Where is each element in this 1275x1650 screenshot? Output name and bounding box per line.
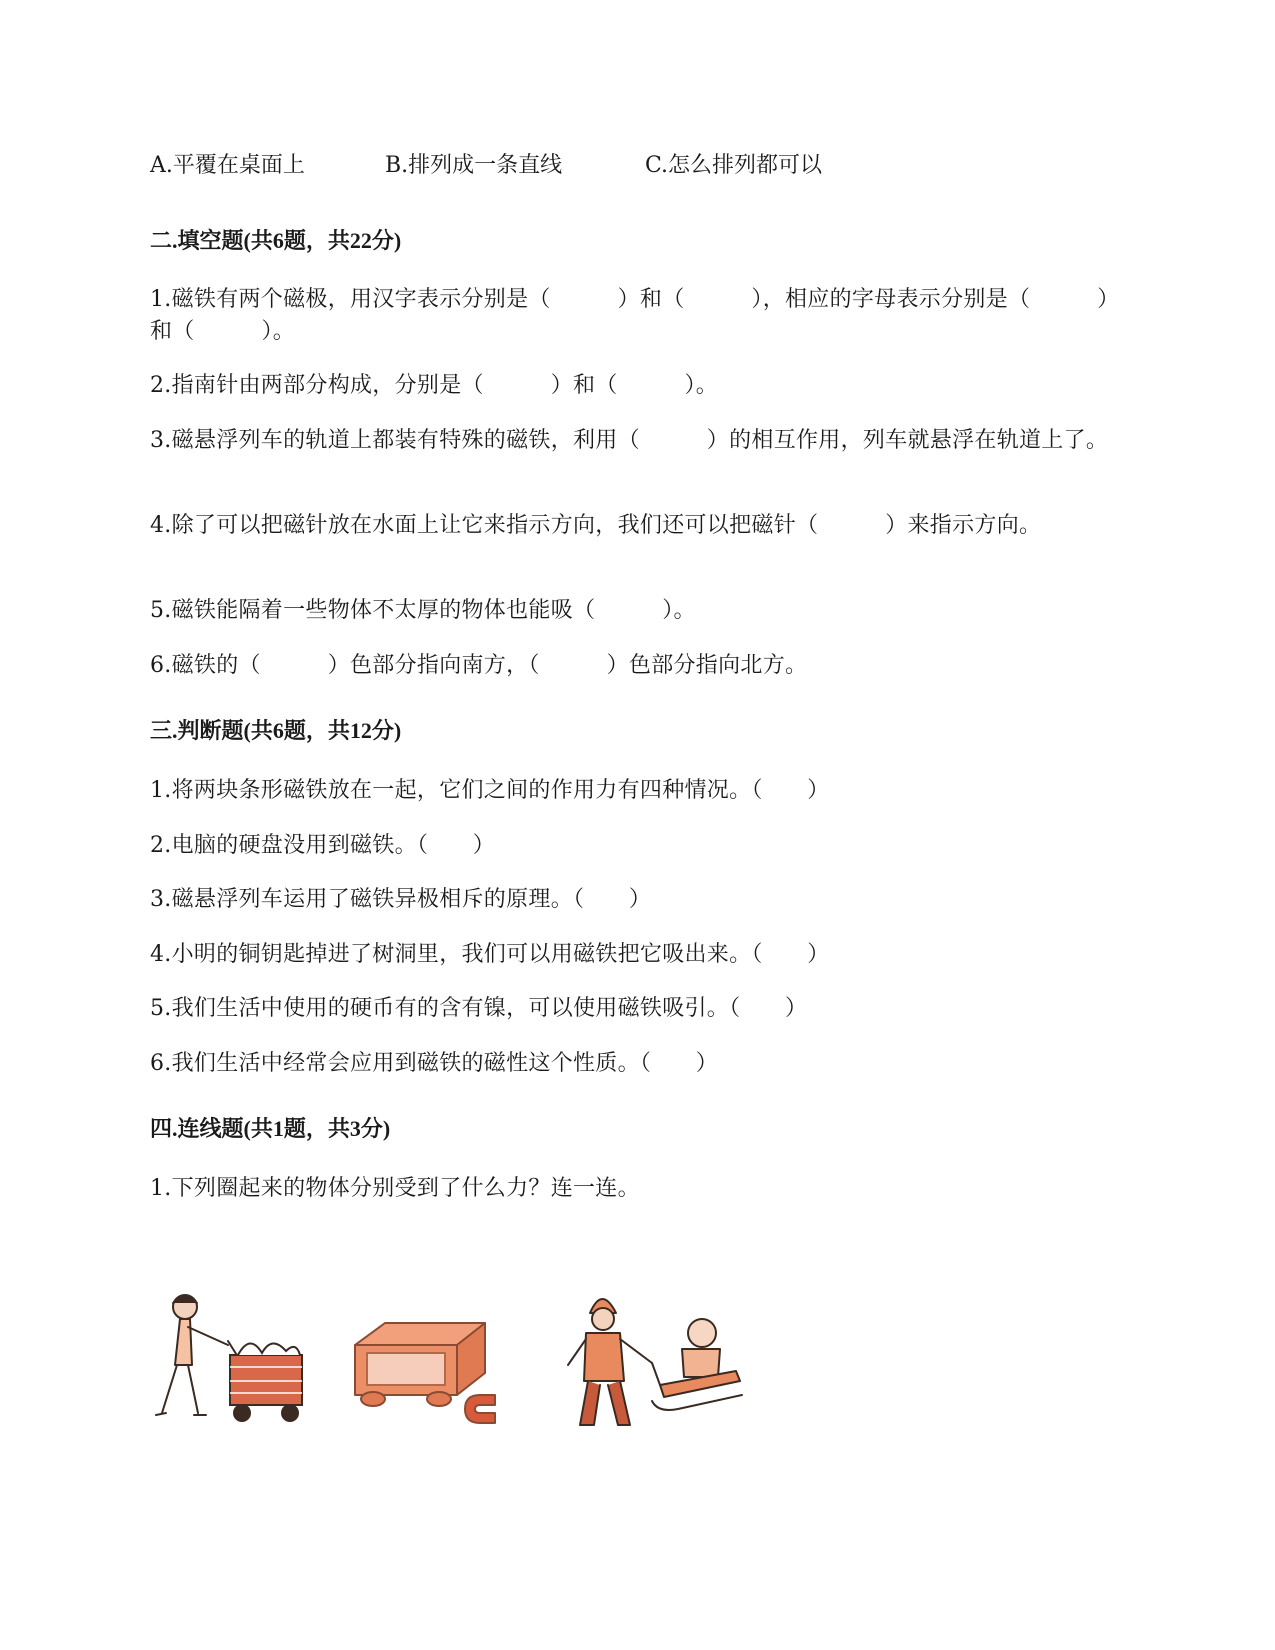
option-b[interactable]: B.排列成一条直线 [385,153,563,178]
question-item: 6.我们生活中经常会应用到磁铁的磁性这个性质。（ ） [150,1051,719,1076]
question-item: 2.指南针由两部分构成，分别是（ ）和（ ）。 [150,373,719,398]
question-item: 1.将两块条形磁铁放在一起，它们之间的作用力有四种情况。（ ） [150,778,830,803]
question-item: 1.磁铁有两个磁极，用汉字表示分别是（ ）和（ ），相应的字母表示分别是（ ）和（ ）。 [150,287,1120,344]
question-item: 3.磁悬浮列车的轨道上都装有特殊的磁铁，利用（ ）的相互作用，列车就悬浮在轨道上了。 [150,428,1109,453]
question-item: 4.小明的铜钥匙掉进了树洞里，我们可以用磁铁把它吸出来。（ ） [150,942,830,967]
question-item: 3.磁悬浮列车运用了磁铁异极相斥的原理。（ ） [150,887,652,912]
magnet-attracting-toy-cart-illustration [345,1285,520,1450]
question-item: 5.我们生活中使用的硬币有的含有镍，可以使用磁铁吸引。（ ） [150,996,808,1021]
option-c[interactable]: C.怎么排列都可以 [645,153,823,178]
section-heading-fill-blank: 二.填空题(共6题，共22分) [150,228,402,253]
question-item: 2.电脑的硬盘没用到磁铁。（ ） [150,833,496,858]
option-a[interactable]: A.平覆在桌面上 [150,153,305,178]
question-item: 4.除了可以把磁针放在水面上让它来指示方向，我们还可以把磁针（ ）来指示方向。 [150,513,1042,538]
question-item: 5.磁铁能隔着一些物体不太厚的物体也能吸（ ）。 [150,598,696,623]
section-heading-matching: 四.连线题(共1题，共3分) [150,1116,391,1141]
child-pulling-sled-illustration [560,1285,750,1450]
section-heading-true-false: 三.判断题(共6题，共12分) [150,718,402,743]
illustrations-row [150,1285,770,1450]
question-item: 6.磁铁的（ ）色部分指向南方，（ ）色部分指向北方。 [150,653,808,678]
question-item: 1.下列圈起来的物体分别受到了什么力？连一连。 [150,1176,640,1201]
boy-pushing-cart-illustration [150,1285,310,1450]
